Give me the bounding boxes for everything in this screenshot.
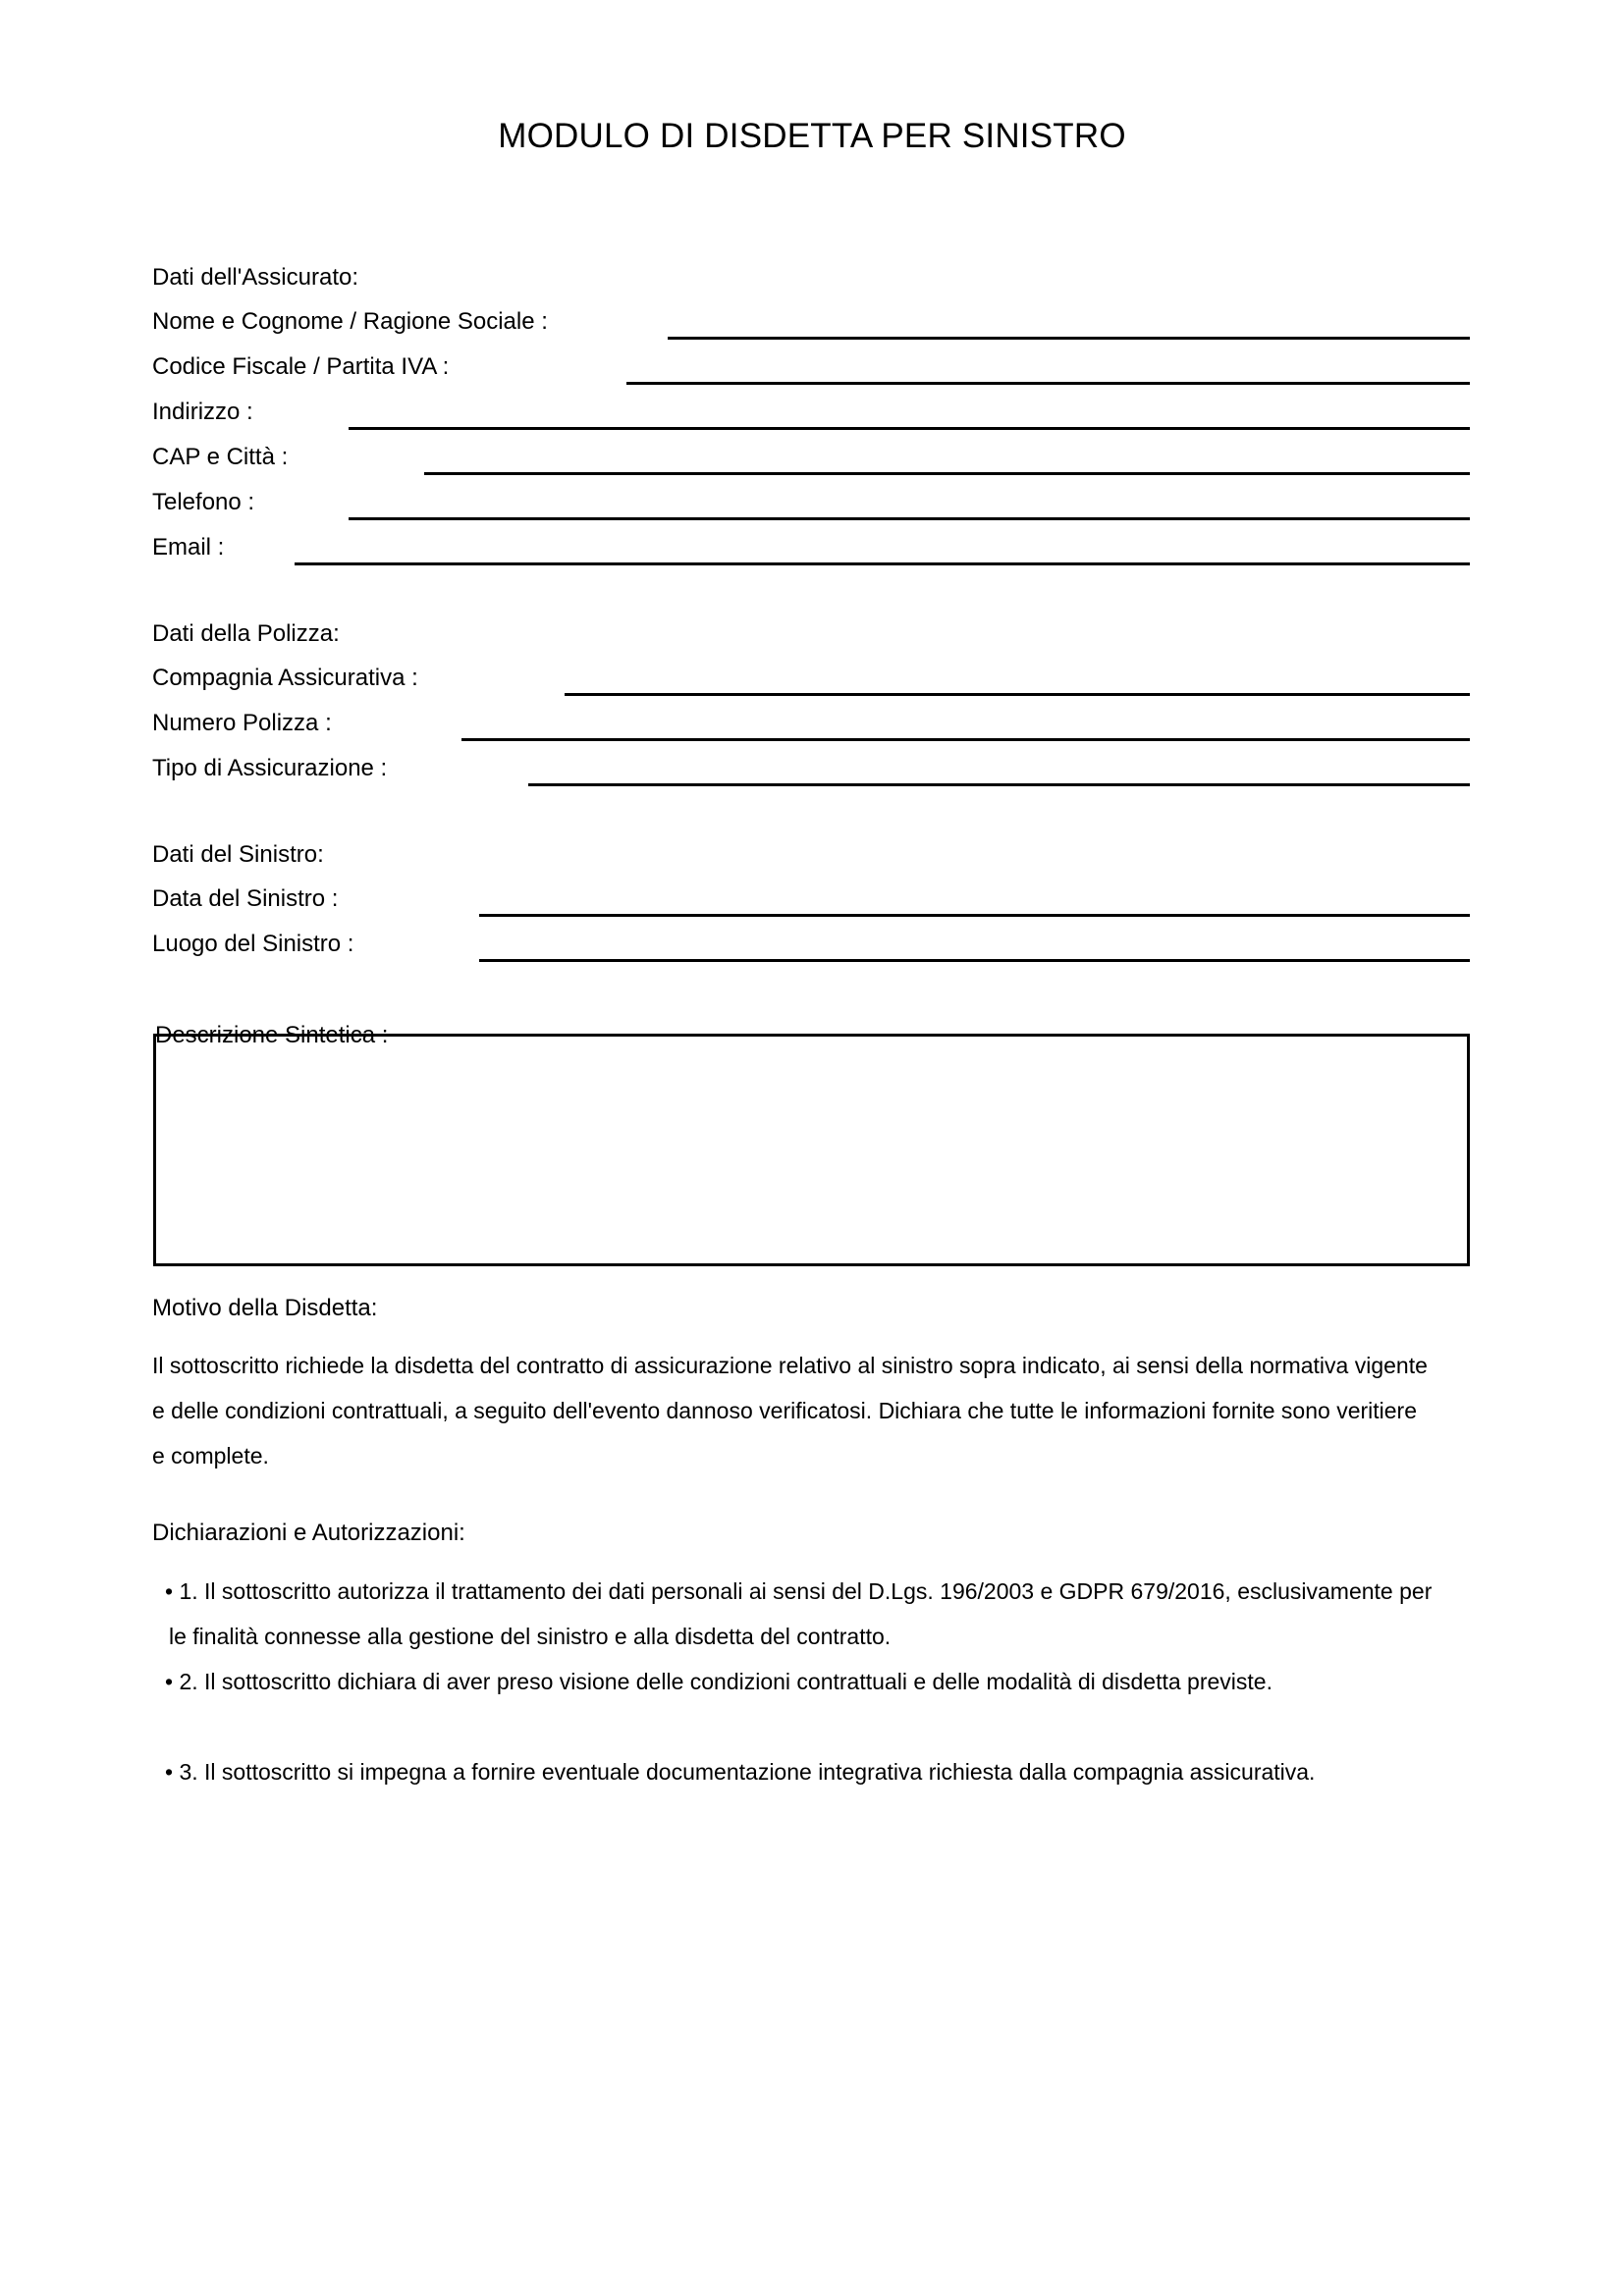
section-heading-reason: Motivo della Disdetta: <box>152 1295 378 1321</box>
section-heading-policy: Dati della Polizza: <box>152 620 340 647</box>
declaration-item-1: • 1. Il sottoscritto autorizza il trattamento dei dati personali ai sensi del D.Lgs. 196/2003 e GDPR 679/2016, esclusivamente per le finalità connesse alla gestione del sinistro e alla disdetta del contratto. <box>165 1578 1433 1649</box>
field-label-tipo-assicurazione: Tipo di Assicurazione : <box>152 755 388 781</box>
reason-paragraph: Il sottoscritto richiede la disdetta del contratto di assicurazione relativo al sinistro sopra indicato, ai sensi della normativa vigente e delle condizioni contrattuali, a seguito dell'evento dannoso verificatosi. Dichiara che tutte le informazioni fornite sono veritiere e complete. <box>152 1353 1428 1468</box>
section-heading-declarations: Dichiarazioni e Autorizzazioni: <box>152 1520 465 1546</box>
field-rule-telefono[interactable] <box>349 517 1470 520</box>
field-label-cap-citta: CAP e Città : <box>152 444 289 470</box>
field-rule-tipo-assicurazione[interactable] <box>528 783 1470 786</box>
field-rule-email[interactable] <box>295 562 1470 565</box>
field-label-data-sinistro: Data del Sinistro : <box>152 885 339 912</box>
field-label-indirizzo: Indirizzo : <box>152 399 253 425</box>
field-label-luogo-sinistro: Luogo del Sinistro : <box>152 931 354 957</box>
field-rule-data-sinistro[interactable] <box>479 914 1470 917</box>
field-label-codice-fiscale: Codice Fiscale / Partita IVA : <box>152 353 450 380</box>
section-heading-claim: Dati del Sinistro: <box>152 841 324 868</box>
field-label-email: Email : <box>152 534 225 561</box>
descrizione-sintetica-textarea[interactable] <box>153 1034 1470 1266</box>
declaration-item-2: • 2. Il sottoscritto dichiara di aver preso visione delle condizioni contrattuali e delle modalità di disdetta previste. <box>165 1669 1272 1694</box>
field-label-descrizione-sintetica: Descrizione Sintetica : <box>155 1022 389 1048</box>
field-rule-codice-fiscale[interactable] <box>626 382 1470 385</box>
field-rule-nome-cognome[interactable] <box>668 337 1470 340</box>
field-rule-compagnia-assicurativa[interactable] <box>565 693 1470 696</box>
field-rule-luogo-sinistro[interactable] <box>479 959 1470 962</box>
declaration-item-3: • 3. Il sottoscritto si impegna a fornire eventuale documentazione integrativa richiesta dalla compagnia assicurativa. <box>165 1759 1316 1785</box>
page-title: MODULO DI DISDETTA PER SINISTRO <box>498 117 1126 155</box>
field-rule-numero-polizza[interactable] <box>461 738 1470 741</box>
field-label-compagnia-assicurativa: Compagnia Assicurativa : <box>152 665 418 691</box>
field-rule-cap-citta[interactable] <box>424 472 1470 475</box>
field-label-telefono: Telefono : <box>152 489 255 515</box>
field-rule-indirizzo[interactable] <box>349 427 1470 430</box>
section-heading-insured: Dati dell'Assicurato: <box>152 264 358 291</box>
field-label-numero-polizza: Numero Polizza : <box>152 710 332 736</box>
field-label-nome-cognome: Nome e Cognome / Ragione Sociale : <box>152 308 548 335</box>
